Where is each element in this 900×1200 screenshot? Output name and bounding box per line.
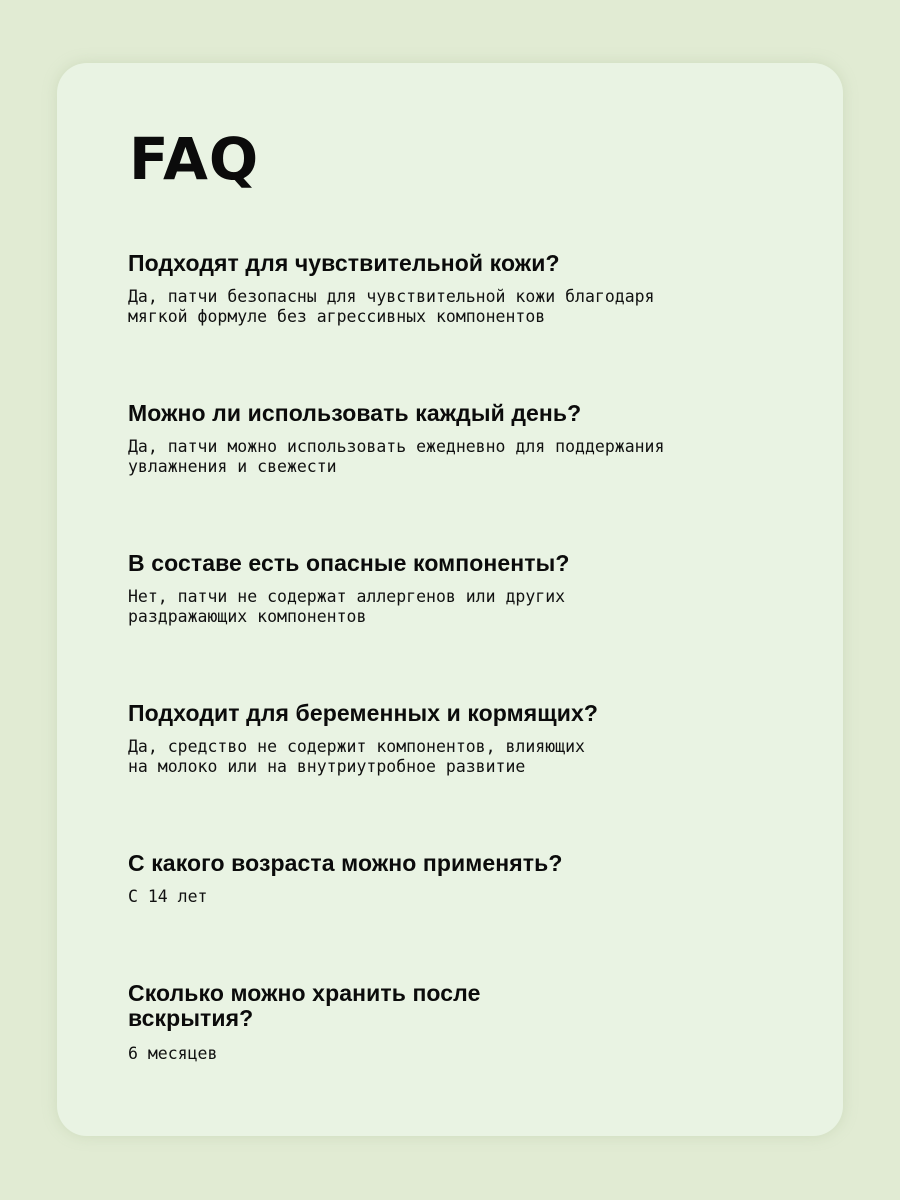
faq-question: В составе есть опасные компоненты? (128, 550, 570, 576)
faq-answer: Нет, патчи не содержат аллергенов или других раздражающих компонентов (128, 587, 566, 626)
faq-item (128, 981, 728, 1064)
faq-item (128, 251, 728, 327)
faq-item (128, 551, 728, 627)
faq-question: Сколько можно хранить после вскрытия? (128, 980, 481, 1031)
faq-question: Можно ли использовать каждый день? (128, 400, 582, 426)
faq-question: Подходят для чувствительной кожи? (128, 250, 560, 276)
faq-item (128, 851, 728, 907)
faq-answer: С 14 лет (128, 887, 208, 906)
faq-answer: 6 месяцев (128, 1044, 218, 1063)
faq-item (128, 401, 728, 477)
faq-answer: Да, средство не содержит компонентов, влияющих на молоко или на внутриутробное развитие (128, 737, 585, 776)
faq-question: С какого возраста можно применять? (128, 850, 563, 876)
faq-card (57, 63, 843, 1136)
faq-title: FAQ (129, 125, 260, 193)
faq-answer: Да, патчи безопасны для чувствительной кожи благодаря мягкой формуле без агрессивных компонентов (128, 287, 655, 326)
faq-item (128, 701, 728, 777)
faq-answer: Да, патчи можно использовать ежедневно для поддержания увлажнения и свежести (128, 437, 665, 476)
faq-question: Подходит для беременных и кормящих? (128, 700, 599, 726)
